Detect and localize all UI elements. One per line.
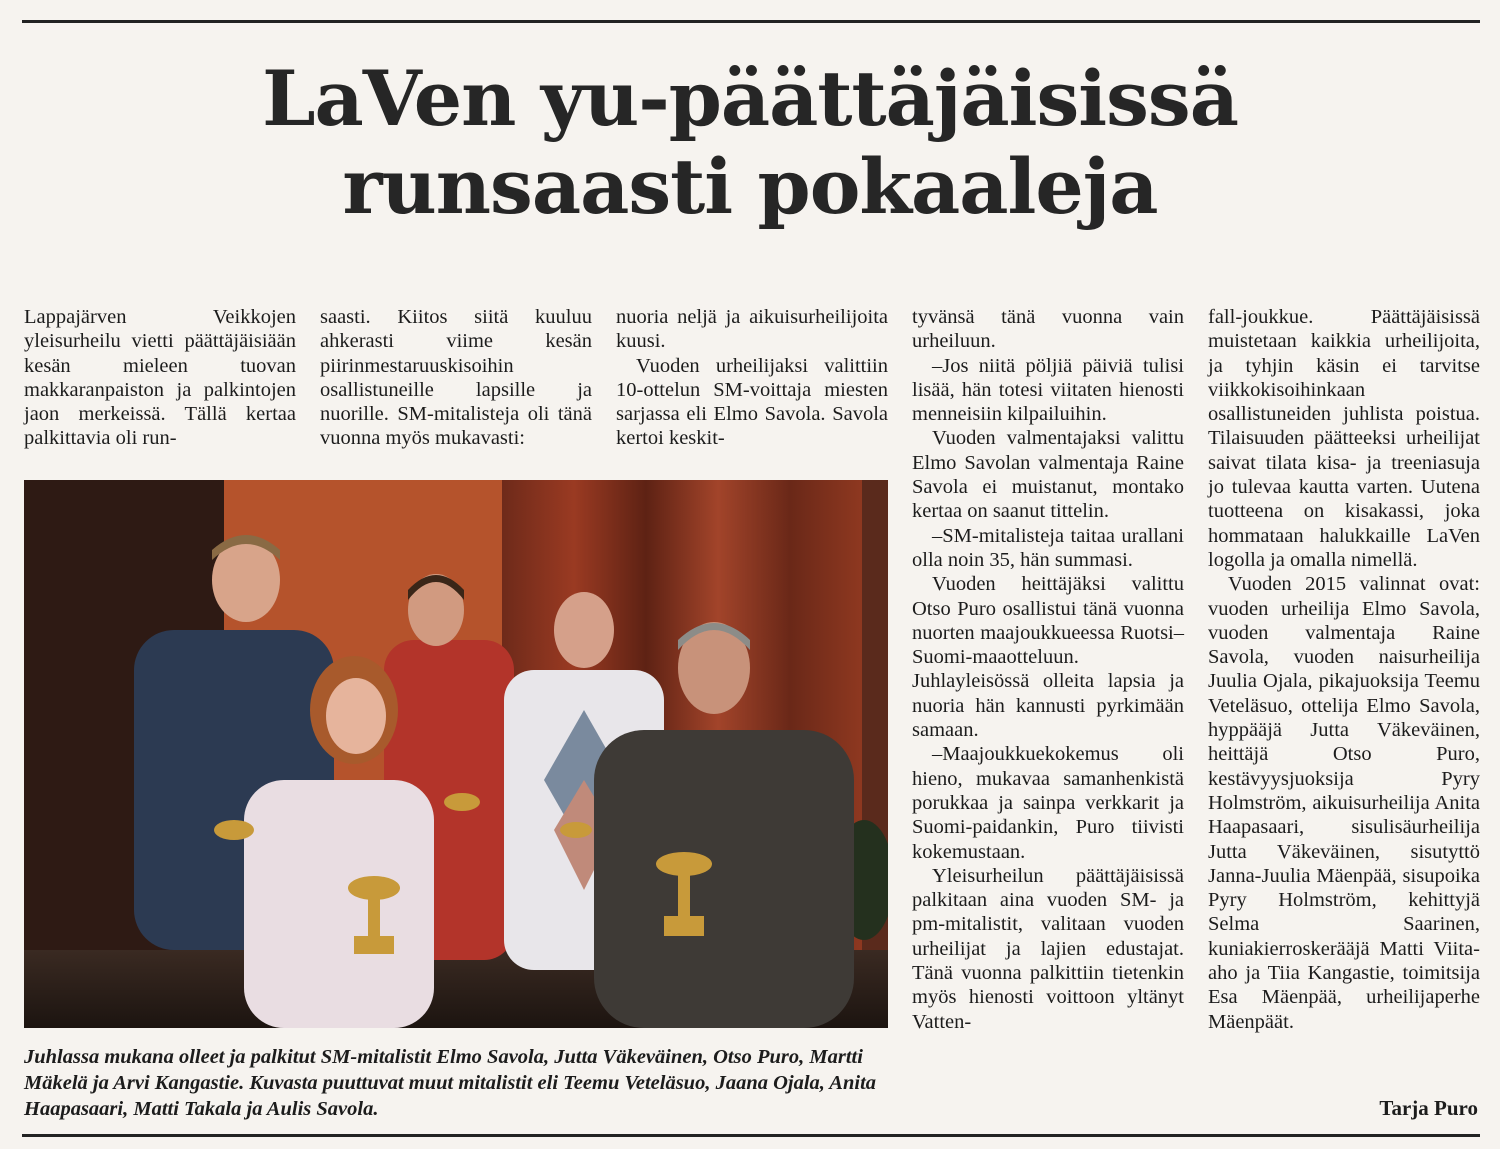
top-rule — [22, 20, 1480, 23]
article-column-2 — [320, 305, 592, 451]
paragraph: Vuoden heittäjäksi valittu Otso Puro osallistui tänä vuonna nuorten maajoukkueessa Ruotsi–Suomi-maaotteluun. Juhlayleisössä olleita lapsia ja nuoria hän kannusti pyrkimään samaan. — [912, 573, 1184, 742]
paragraph: nuoria neljä ja aikuisurheilijoita kuusi. — [616, 306, 888, 353]
headline-line-2: runsaasti pokaaleja — [342, 142, 1158, 231]
headline-line-1: LaVen yu-päättäjäisissä — [262, 54, 1238, 143]
article-column-1 — [24, 305, 296, 451]
photo-caption: Juhlassa mukana olleet ja palkitut SM-mitalistit Elmo Savola, Jutta Väkeväinen, Otso Puro, Martti Mäkelä ja Arvi Kangastie. Kuvasta puuttuvat muut mitalistit eli Teemu Veteläsuo, Jaana Ojala, Anita Haapasaari, Matti Takala ja Aulis Savola. — [24, 1046, 877, 1120]
group-photo — [24, 480, 888, 1028]
paragraph: Vuoden urheilijaksi valittiin 10-ottelun SM-voittaja miesten sarjassa eli Elmo Savola. Savola kertoi keskit- — [616, 354, 888, 450]
byline: Tarja Puro — [1379, 1096, 1478, 1120]
article-column-3 — [616, 305, 888, 451]
paragraph: –Jos niitä pöljiä päiviä tulisi lisää, hän totesi viitaten hienosti menneisiin kilpailuihin. — [912, 354, 1184, 426]
paragraph: Lappajärven Veikkojen yleisurheilu vietti päättäjäisiään kesän mieleen tuovan makkaranpaiston ja palkintojen jaon merkeissä. Tällä kertaa palkittavia oli run- — [24, 306, 296, 450]
paragraph: –Maajoukkuekokemus oli hieno, mukavaa samanhenkistä porukkaa ja sainpa verkkarit ja Suomi-paidankin, Puro tiivisti kokemustaan. — [912, 743, 1184, 863]
paragraph: –SM-mitalisteja taitaa urallani olla noin 35, hän summasi. — [912, 524, 1184, 571]
headline — [0, 55, 1500, 231]
bottom-rule — [22, 1134, 1480, 1137]
paragraph: Vuoden valmentajaksi valittu Elmo Savolan valmentaja Raine Savola ei muistanut, montako kertaa on saanut tittelin. — [912, 427, 1184, 523]
paragraph: saasti. Kiitos siitä kuuluu ahkerasti viime kesän piirinmestaruuskisoihin osallistuneille lapsille ja nuorille. SM-mitalisteja oli tänä vuonna myös mukavasti: — [320, 306, 592, 450]
paragraph: tyvänsä tänä vuonna vain urheiluun. — [912, 306, 1184, 353]
article-column-4 — [912, 305, 1184, 1034]
article-column-5 — [1208, 305, 1480, 1034]
paragraph: Yleisurheilun päättäjäisissä palkitaan aina vuoden SM- ja pm-mitalistit, valitaan vuoden urheilijat ja lajien edustajat. Tänä vuonna palkittiin tietenkin myös hienosti voittoon yltänyt Vatten- — [912, 864, 1184, 1033]
paragraph: fall-joukkue. Päättäjäisissä muistetaan kaikkia urheilijoita, ja tyhjin käsin ei tarvitse viikkokisoihinkaan osallistuneiden juhlista poistua. Tilaisuuden päätteeksi urheilijat saivat tilata kisa- ja treeniasuja jo tulevaa kautta varten. Uutena tuotteena on kisakassi, joka hommataan halukkaille LaVen logolla ja omalla nimellä. — [1208, 306, 1480, 571]
paragraph: Vuoden 2015 valinnat ovat: vuoden urheilija Elmo Savola, vuoden valmentaja Raine Savola, vuoden naisurheilija Juulia Ojala, pikajuoksija Teemu Veteläsuo, ottelija Elmo Savola, hyppääjä Jutta Väkeväinen, heittäjä Otso Puro, kestävyysjuoksija Pyry Holmström, aikuisurheilija Anita Haapasaari, sisulisäurheilija Jutta Väkeväinen, sisutyttö Janna-Juulia Mäenpää, sisupoika Pyry Holmström, kehittyjä Selma Saarinen, kuniakierroskerääjä Matti Viita-aho ja Tiia Kangastie, toimitsija Esa Mäenpää, urheilijaperhe Mäenpäät. — [1208, 573, 1480, 1033]
